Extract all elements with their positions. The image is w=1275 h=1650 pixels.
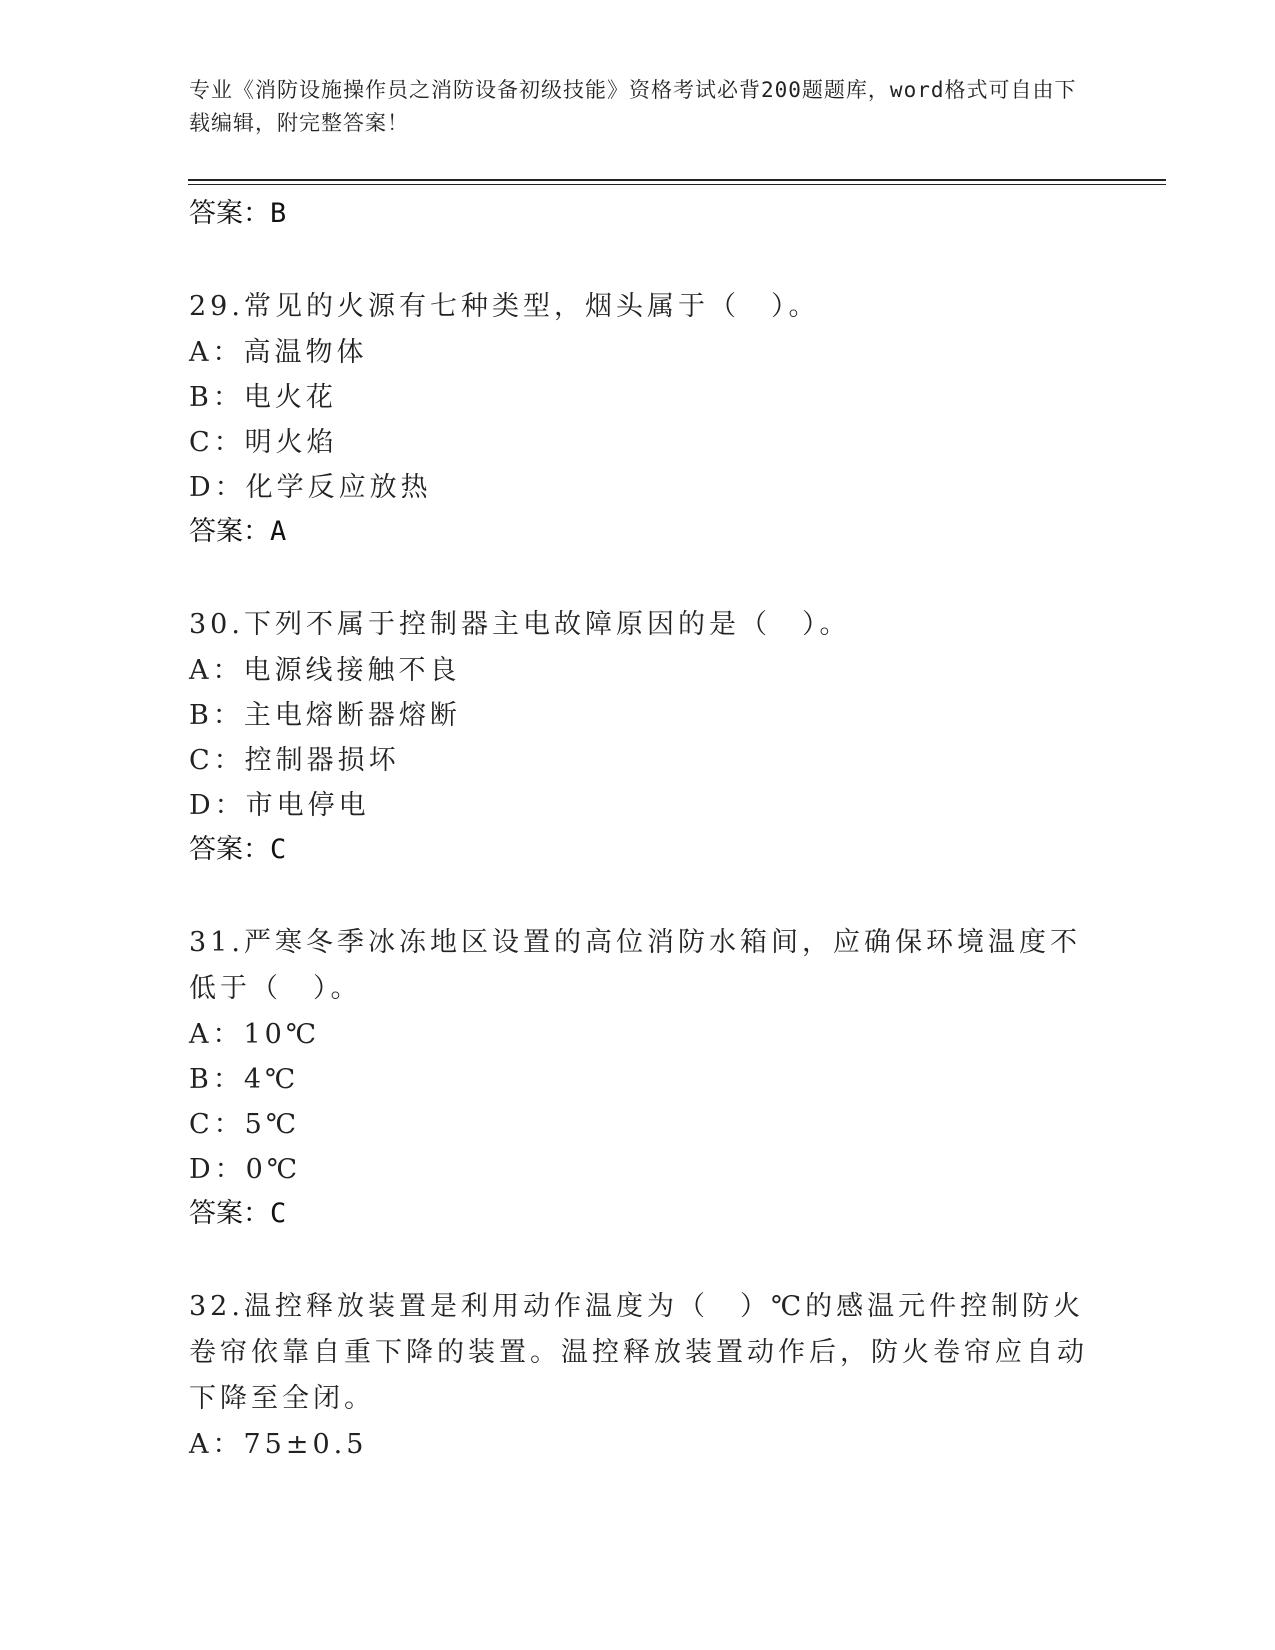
option-c: C：5℃ (189, 1109, 301, 1140)
document-header: 专业《消防设施操作员之消防设备初级技能》资格考试必背200题题库，word格式可自由下载编辑，附完整答案！ (189, 78, 1077, 135)
question-text: 30.下列不属于控制器主电故障原因的是（ ）。 (189, 609, 851, 640)
spacer (189, 236, 1089, 284)
header-rule-thin (188, 184, 1166, 185)
option-c: C：明火焰 (189, 427, 338, 458)
option-d: D：市电停电 (189, 790, 370, 821)
question-block (189, 284, 1089, 554)
option-d: D：0℃ (189, 1154, 302, 1185)
option-b: B：主电熔断器熔断 (189, 700, 461, 731)
question-text: 32.温控释放装置是利用动作温度为（ ）℃的感温元件控制防火卷帘依靠自重下降的装置。温控释放装置动作后，防火卷帘应自动下降至全闭。 (189, 1291, 1088, 1414)
spacer (189, 1236, 1089, 1284)
question-block (189, 602, 1089, 872)
spacer (189, 554, 1089, 602)
option-c: C：控制器损坏 (189, 745, 400, 776)
answer-line: 答案：A (189, 516, 287, 547)
option-a: A：高温物体 (189, 337, 368, 368)
option-b: B：4℃ (189, 1064, 300, 1095)
answer-line: 答案：B (189, 198, 287, 229)
question-block (189, 1284, 1089, 1467)
header-rule-thick (188, 179, 1166, 181)
option-d: D：化学反应放热 (189, 472, 432, 503)
question-list (189, 192, 1089, 1467)
question-text: 29.常见的火源有七种类型，烟头属于（ ）。 (189, 291, 820, 322)
spacer (189, 872, 1089, 920)
option-a: A：10℃ (189, 1019, 321, 1050)
answer-line: 答案：C (189, 834, 287, 865)
answer-line: 答案：C (189, 1198, 287, 1229)
option-b: B：电火花 (189, 382, 337, 413)
question-block (189, 920, 1089, 1236)
option-a: A：75±0.5 (189, 1429, 368, 1460)
option-a: A：电源线接触不良 (189, 655, 461, 686)
question-text: 31.严寒冬季冰冻地区设置的高位消防水箱间，应确保环境温度不低于（ ）。 (189, 927, 1081, 1004)
